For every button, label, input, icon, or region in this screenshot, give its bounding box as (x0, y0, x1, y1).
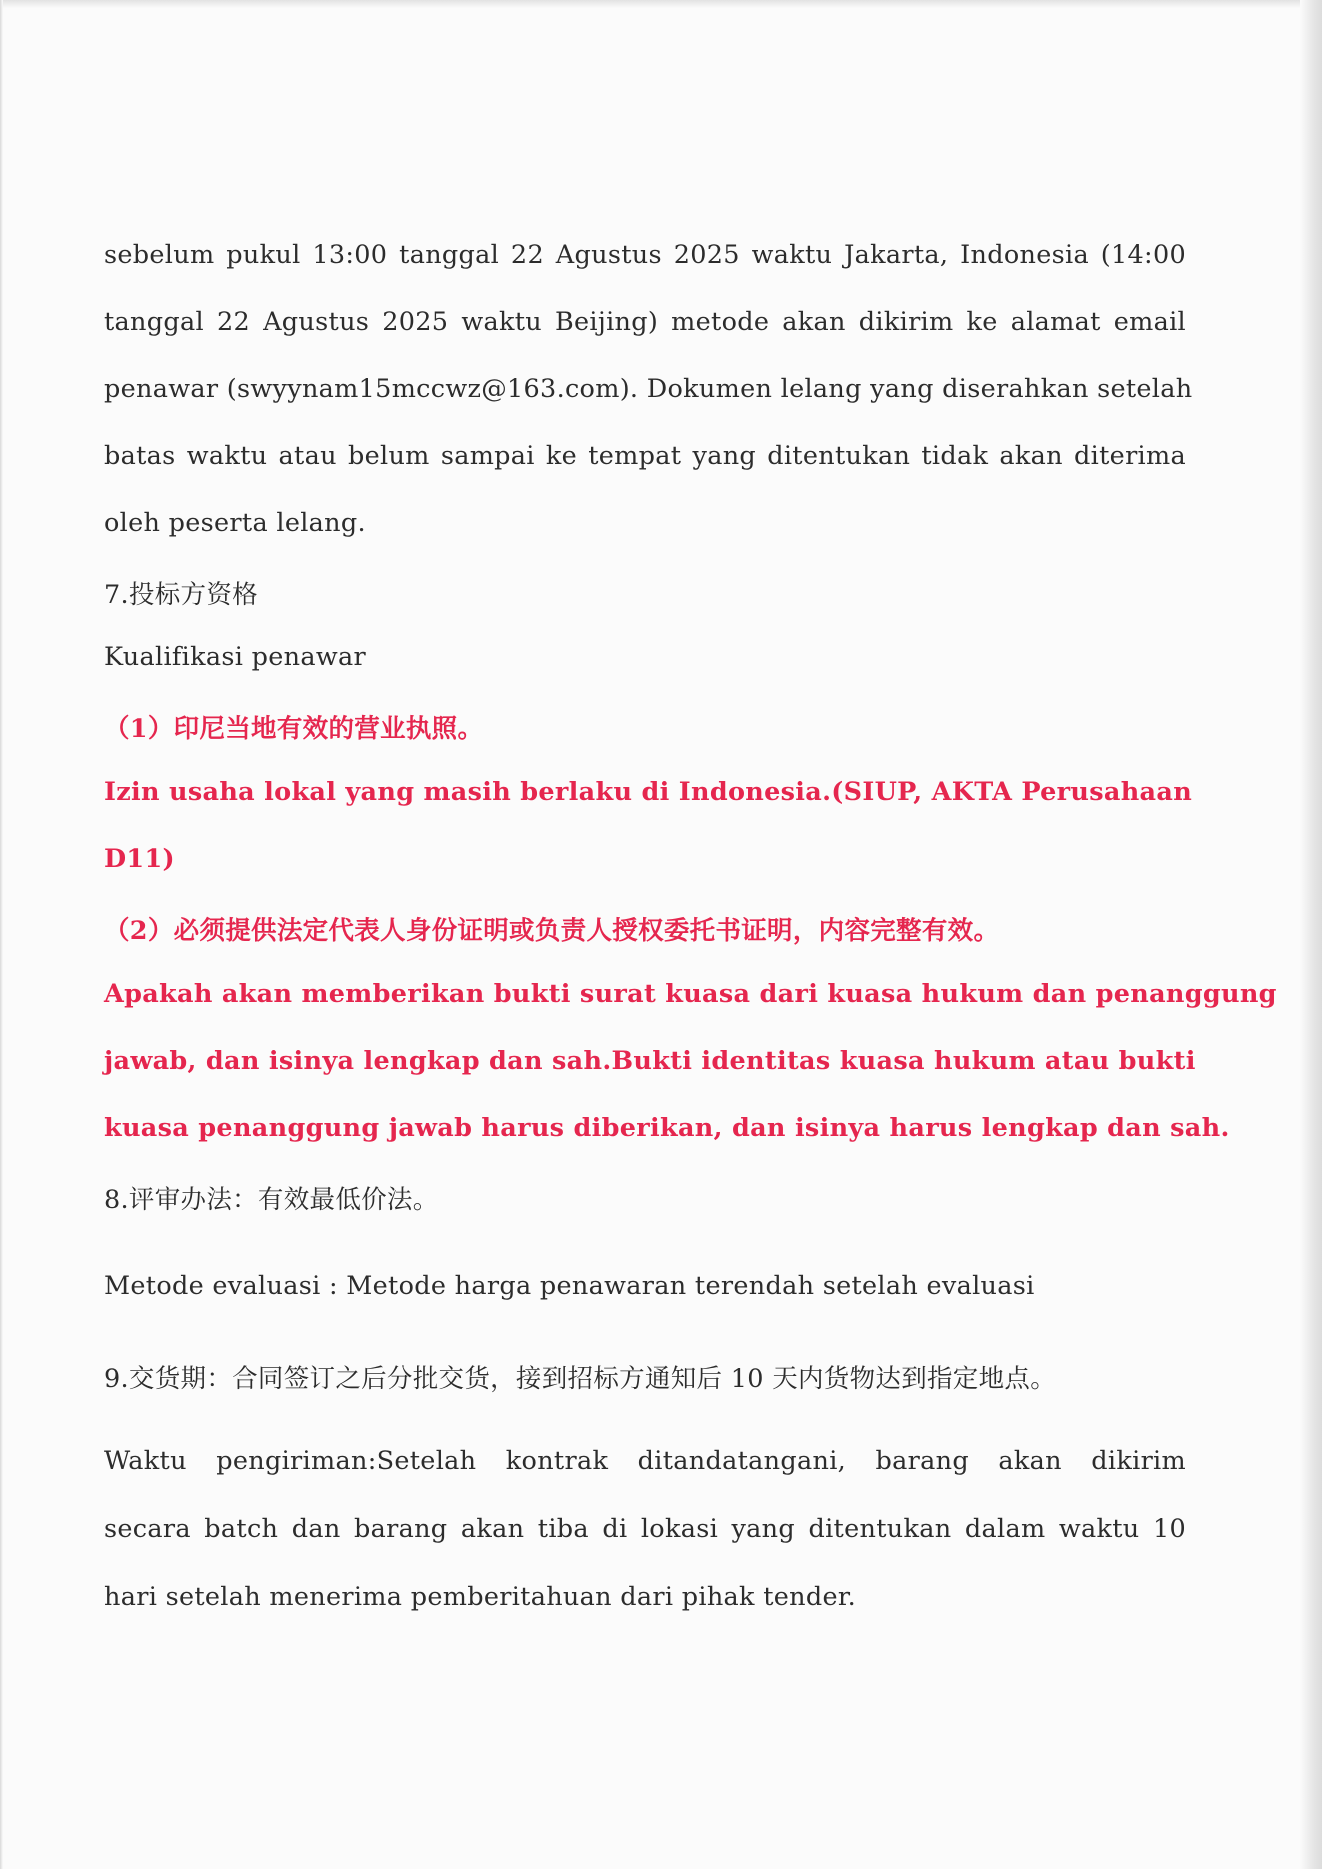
section7-item1-id-line-1: Izin usaha lokal yang masih berlaku di Indonesia.(SIUP, AKTA Perusahaan (104, 777, 1193, 807)
section9-text-id-line-1: Waktu pengiriman:Setelah kontrak ditandatangani, barang akan dikirim (104, 1446, 1186, 1476)
section7-item2-id-line-1: Apakah akan memberikan bukti surat kuasa dari kuasa hukum dan penanggung (104, 979, 1277, 1009)
scan-edge-right (1300, 0, 1322, 1869)
deadline-line-3: penawar (swyynam15mccwz@163.com). Dokumen lelang yang diserahkan setelah (104, 374, 1193, 404)
scan-edge-left (0, 0, 3, 1869)
section7-item1-cn: （1）印尼当地有效的营业执照。 (104, 714, 484, 744)
document-body (104, 0, 1277, 1869)
section7-item1-id-line-2: D11) (104, 844, 175, 874)
section9-text-id-line-2: secara batch dan barang akan tiba di lokasi yang ditentukan dalam waktu 10 (104, 1514, 1186, 1544)
section9-heading-cn: 9.交货期：合同签订之后分批交货，接到招标方通知后 10 天内货物达到指定地点。 (104, 1364, 1056, 1394)
deadline-line-2: tanggal 22 Agustus 2025 waktu Beijing) metode akan dikirim ke alamat email (104, 307, 1186, 337)
section7-item2-cn: （2）必须提供法定代表人身份证明或负责人授权委托书证明，内容完整有效。 (104, 916, 1000, 946)
section7-heading-id: Kualifikasi penawar (104, 642, 366, 672)
section7-item2-id-line-2: jawab, dan isinya lengkap dan sah.Bukti identitas kuasa hukum atau bukti (104, 1046, 1196, 1076)
deadline-line-1: sebelum pukul 13:00 tanggal 22 Agustus 2025 waktu Jakarta, Indonesia (14:00 (104, 240, 1186, 270)
section8-heading-cn: 8.评审办法：有效最低价法。 (104, 1185, 439, 1215)
deadline-line-5: oleh peserta lelang. (104, 508, 366, 538)
section7-heading-cn: 7.投标方资格 (104, 580, 258, 610)
deadline-line-4: batas waktu atau belum sampai ke tempat yang ditentukan tidak akan diterima (104, 441, 1186, 471)
section7-item2-id-line-3: kuasa penanggung jawab harus diberikan, dan isinya harus lengkap dan sah. (104, 1113, 1230, 1143)
section8-text-id: Metode evaluasi : Metode harga penawaran terendah setelah evaluasi (104, 1271, 1035, 1301)
section9-text-id-line-3: hari setelah menerima pemberitahuan dari pihak tender. (104, 1582, 856, 1612)
